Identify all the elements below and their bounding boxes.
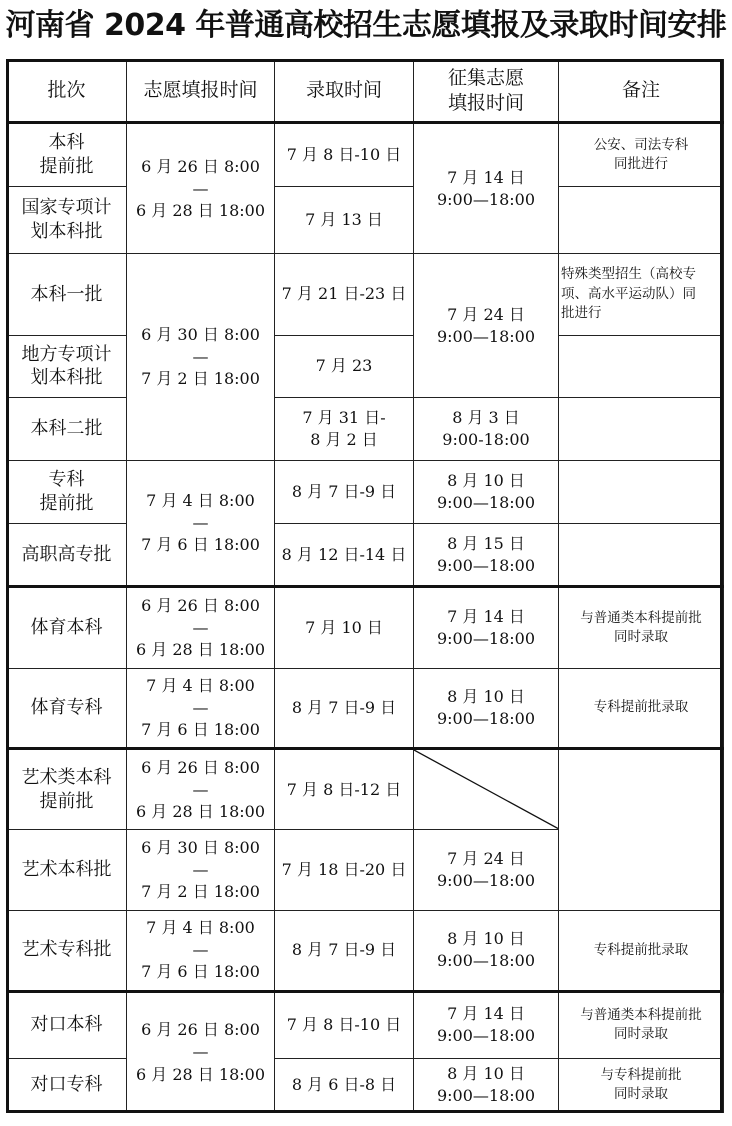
note-cell <box>559 335 724 397</box>
cell-line: 艺术本科批 <box>21 858 112 880</box>
cell-line: 项、高水平运动队）同 <box>561 285 696 302</box>
cell-line: 同时录取 <box>614 1026 668 1043</box>
cell-line: 7 月 14 日 <box>447 1004 525 1024</box>
cell-line: 6 月 30 日 8:00 <box>141 324 260 344</box>
fill-time-cell <box>127 460 275 587</box>
table-row <box>7 910 724 992</box>
cell-line: 艺术专科批 <box>21 939 112 961</box>
cell-line: 8 月 12 日-14 日 <box>281 544 407 564</box>
cell-line: 8 月 10 日 <box>447 687 525 707</box>
table-row <box>7 587 724 669</box>
note-cell <box>559 1058 724 1113</box>
cell-line: 7 月 8 日-10 日 <box>286 145 402 165</box>
collect-time-cell <box>414 123 559 254</box>
cell-line: 8 月 7 日-9 日 <box>291 940 397 960</box>
collect-time-cell <box>414 398 559 460</box>
cell-line: 国家专项计 <box>21 197 112 219</box>
cell-line: 本科 <box>48 132 85 154</box>
header-collect-time <box>414 60 559 123</box>
cell-line: 6 月 28 日 18:00 <box>136 200 265 220</box>
cell-line: 本科一批 <box>30 283 103 305</box>
cell-line: 7 月 24 日 <box>447 848 525 868</box>
cell-line: 7 月 14 日 <box>447 167 525 187</box>
cell-line: 9:00—18:00 <box>436 870 536 890</box>
cell-line: — <box>192 512 209 532</box>
cell-line: 征集志愿 <box>447 67 524 90</box>
table-row <box>7 524 724 587</box>
cell-line: 7 月 6 日 18:00 <box>141 962 260 982</box>
cell-line: 与普通类本科提前批 <box>580 609 702 626</box>
cell-line: 对口本科 <box>30 1014 103 1036</box>
table-row <box>7 398 724 460</box>
cell-line: 公安、司法专科 <box>593 136 689 153</box>
note-cell <box>559 910 724 992</box>
cell-line: 高职高专批 <box>21 543 112 565</box>
admit-time-cell <box>275 1058 414 1113</box>
cell-line: 填报时间 <box>447 91 524 114</box>
cell-line: 9:00—18:00 <box>436 1026 536 1046</box>
table-row <box>7 254 724 336</box>
admit-time-cell <box>275 992 414 1058</box>
cell-line: 6 月 26 日 8:00 <box>141 596 260 616</box>
empty-diagonal-cell <box>414 749 559 830</box>
cell-line: 专科 <box>48 468 85 490</box>
cell-line: 9:00—18:00 <box>436 555 536 575</box>
batch-cell <box>7 460 127 523</box>
cell-line: 8 月 15 日 <box>447 533 525 553</box>
admit-time-cell <box>275 398 414 460</box>
cell-line: 8 月 10 日 <box>447 1064 525 1084</box>
cell-line: 与专科提前批 <box>600 1066 682 1083</box>
cell-line: — <box>192 698 209 718</box>
collect-time-cell <box>414 524 559 587</box>
cell-line: 7 月 18 日-20 日 <box>281 859 407 879</box>
cell-line: 8 月 10 日 <box>447 929 525 949</box>
admit-time-cell <box>275 123 414 186</box>
cell-line: 提前批 <box>39 156 94 178</box>
table-row <box>7 668 724 749</box>
cell-line: 提前批 <box>39 790 94 812</box>
cell-line: 7 月 4 日 8:00 <box>146 676 255 696</box>
table-row <box>7 335 724 397</box>
cell-line: 9:00-18:00 <box>442 429 530 449</box>
batch-cell <box>7 830 127 911</box>
cell-line: 同批进行 <box>614 156 668 173</box>
cell-line: 7 月 14 日 <box>447 607 525 627</box>
table-row <box>7 1058 724 1113</box>
cell-line: 7 月 24 日 <box>447 304 525 324</box>
cell-line: 7 月 8 日-10 日 <box>286 1015 402 1035</box>
note-cell <box>559 668 724 749</box>
table-row <box>7 123 724 186</box>
cell-line: 9:00—18:00 <box>436 1086 536 1106</box>
admit-time-cell <box>275 254 414 336</box>
note-cell <box>559 254 724 336</box>
admit-time-cell <box>275 335 414 397</box>
cell-line: 专科提前批录取 <box>593 941 689 958</box>
note-cell <box>559 398 724 460</box>
collect-time-cell <box>414 587 559 669</box>
header-batch <box>7 60 127 123</box>
cell-line: 同时录取 <box>614 1086 668 1103</box>
cell-line: 艺术类本科 <box>21 766 112 788</box>
cell-line: — <box>192 1042 209 1062</box>
cell-line: 特殊类型招生（高校专 <box>561 266 696 283</box>
diagonal-line <box>414 750 558 829</box>
cell-line: 9:00—18:00 <box>436 492 536 512</box>
batch-cell <box>7 992 127 1058</box>
cell-line: 体育专科 <box>30 697 103 719</box>
fill-time-cell <box>127 749 275 830</box>
cell-line: 与普通类本科提前批 <box>580 1006 702 1023</box>
collect-time-cell <box>414 830 559 911</box>
cell-line: 7 月 13 日 <box>305 209 383 229</box>
fill-time-cell <box>127 668 275 749</box>
batch-cell <box>7 668 127 749</box>
cell-line: 划本科批 <box>30 367 103 389</box>
cell-line: 本科二批 <box>30 417 103 439</box>
table-row <box>7 460 724 523</box>
note-cell <box>559 123 724 186</box>
batch-cell <box>7 587 127 669</box>
table-row <box>7 186 724 253</box>
admit-time-cell <box>275 587 414 669</box>
cell-line: 8 月 3 日 <box>452 407 520 427</box>
cell-line: 6 月 26 日 8:00 <box>141 156 260 176</box>
cell-line: 7 月 10 日 <box>305 618 383 638</box>
note-cell <box>559 524 724 587</box>
header-note <box>559 60 724 123</box>
collect-time-cell <box>414 1058 559 1113</box>
schedule-table <box>6 59 724 1113</box>
cell-line: 7 月 4 日 8:00 <box>146 918 255 938</box>
cell-line: 8 月 7 日-9 日 <box>291 698 397 718</box>
cell-line: 8 月 6 日-8 日 <box>291 1075 397 1095</box>
page-title: 河南省 2024 年普通高校招生志愿填报及录取时间安排 <box>5 8 727 43</box>
cell-line: 6 月 26 日 8:00 <box>141 757 260 777</box>
cell-line: 7 月 8 日-12 日 <box>286 779 402 799</box>
fill-time-cell <box>127 587 275 669</box>
cell-line: 7 月 2 日 18:00 <box>141 368 260 388</box>
batch-cell <box>7 335 127 397</box>
collect-time-cell <box>414 254 559 398</box>
cell-line: 划本科批 <box>30 221 103 243</box>
cell-line: 志愿填报时间 <box>143 79 258 102</box>
cell-line: 提前批 <box>39 492 94 514</box>
fill-time-cell <box>127 123 275 254</box>
cell-line: — <box>192 618 209 638</box>
note-cell <box>559 992 724 1058</box>
collect-time-cell <box>414 460 559 523</box>
note-cell <box>559 186 724 253</box>
collect-time-cell <box>414 668 559 749</box>
admit-time-cell <box>275 749 414 830</box>
cell-line: 批次 <box>47 79 86 102</box>
cell-line: 7 月 21 日-23 日 <box>281 284 407 304</box>
header-fill-time <box>127 60 275 123</box>
table-row <box>7 992 724 1058</box>
batch-cell <box>7 186 127 253</box>
cell-line: 同时录取 <box>614 629 668 646</box>
cell-line: — <box>192 178 209 198</box>
cell-line: — <box>192 346 209 366</box>
collect-time-cell <box>414 910 559 992</box>
cell-line: 9:00—18:00 <box>436 629 536 649</box>
fill-time-cell <box>127 910 275 992</box>
cell-line: 6 月 26 日 8:00 <box>141 1020 260 1040</box>
cell-line: 7 月 4 日 8:00 <box>146 490 255 510</box>
batch-cell <box>7 1058 127 1113</box>
cell-line: 专科提前批录取 <box>593 699 689 716</box>
cell-line: 对口专科 <box>30 1074 103 1096</box>
note-cell <box>559 749 724 910</box>
cell-line: 6 月 30 日 8:00 <box>141 837 260 857</box>
cell-line: 6 月 28 日 18:00 <box>136 640 265 660</box>
collect-time-cell <box>414 992 559 1058</box>
cell-line: 备注 <box>621 79 660 102</box>
batch-cell <box>7 749 127 830</box>
cell-line: 录取时间 <box>305 79 382 102</box>
cell-line: 7 月 2 日 18:00 <box>141 881 260 901</box>
header-row <box>7 60 724 123</box>
admit-time-cell <box>275 910 414 992</box>
admit-time-cell <box>275 830 414 911</box>
cell-line: 7 月 23 <box>315 356 373 376</box>
batch-cell <box>7 123 127 186</box>
cell-line: 8 月 7 日-9 日 <box>291 481 397 501</box>
table-row <box>7 749 724 830</box>
cell-line: 9:00—18:00 <box>436 326 536 346</box>
cell-line: 7 月 31 日- <box>302 407 386 427</box>
fill-time-cell <box>127 254 275 460</box>
cell-line: 9:00—18:00 <box>436 189 536 209</box>
cell-line: 6 月 28 日 18:00 <box>136 1064 265 1084</box>
cell-line: 7 月 6 日 18:00 <box>141 535 260 555</box>
batch-cell <box>7 398 127 460</box>
header-admit-time <box>275 60 414 123</box>
note-cell <box>559 460 724 523</box>
cell-line: — <box>192 779 209 799</box>
cell-line: — <box>192 859 209 879</box>
batch-cell <box>7 524 127 587</box>
note-cell <box>559 587 724 669</box>
cell-line: 8 月 2 日 <box>310 429 378 449</box>
batch-cell <box>7 254 127 336</box>
cell-line: 地方专项计 <box>21 343 112 365</box>
cell-line: 体育本科 <box>30 617 103 639</box>
fill-time-cell <box>127 830 275 911</box>
admit-time-cell <box>275 668 414 749</box>
admit-time-cell <box>275 460 414 523</box>
cell-line: 6 月 28 日 18:00 <box>136 801 265 821</box>
cell-line: 批进行 <box>561 305 602 322</box>
cell-line: — <box>192 940 209 960</box>
fill-time-cell <box>127 992 275 1113</box>
cell-line: 9:00—18:00 <box>436 951 536 971</box>
cell-line: 8 月 10 日 <box>447 470 525 490</box>
cell-line: 7 月 6 日 18:00 <box>141 720 260 740</box>
batch-cell <box>7 910 127 992</box>
admit-time-cell <box>275 524 414 587</box>
admit-time-cell <box>275 186 414 253</box>
cell-line: 9:00—18:00 <box>436 709 536 729</box>
